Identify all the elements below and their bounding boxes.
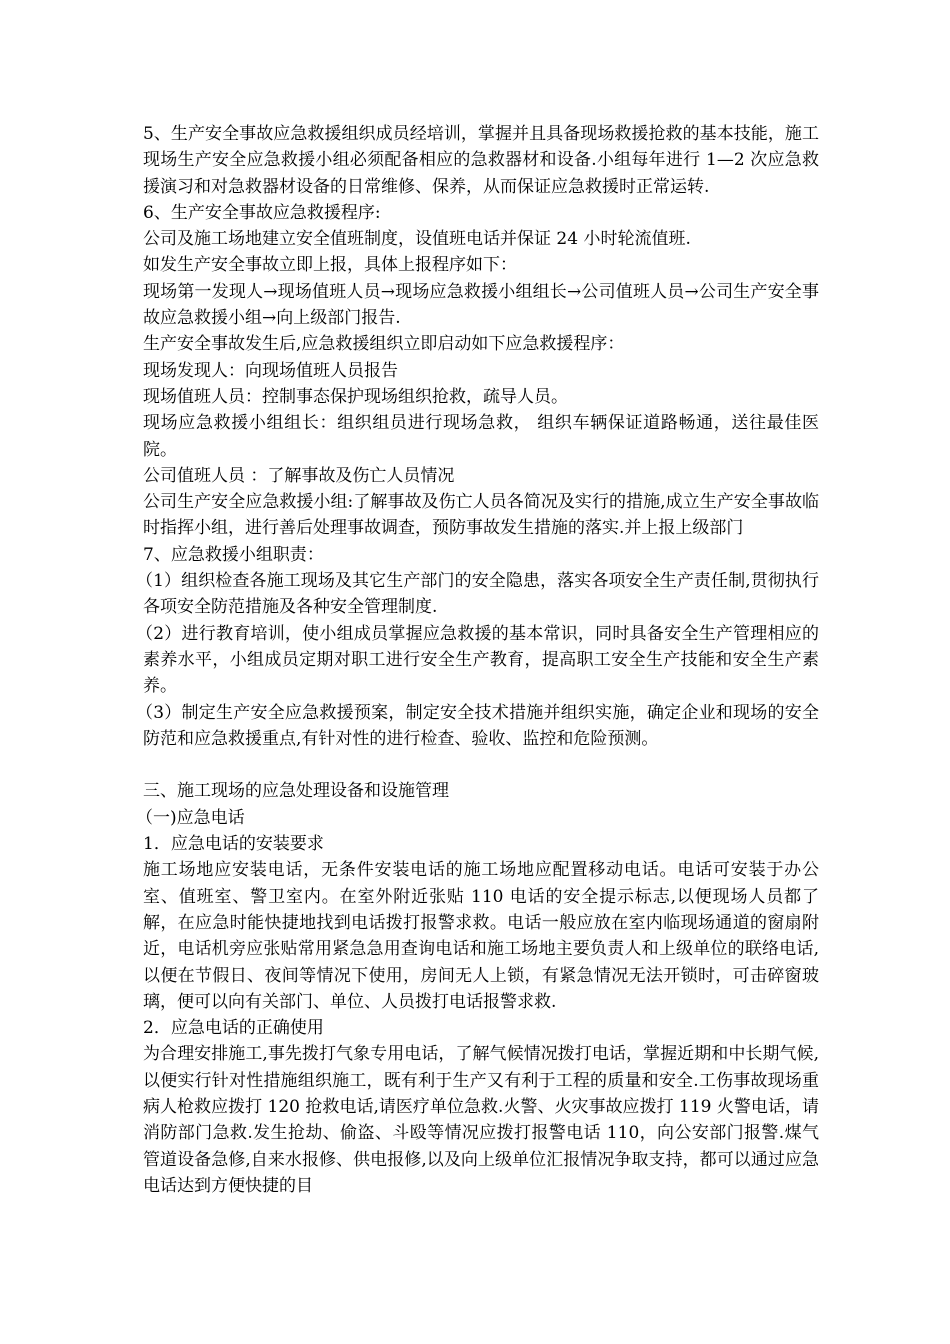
heading-phone-installation: 1．应急电话的安装要求 [143, 834, 324, 855]
document-page [136, 121, 819, 1199]
paragraph-duty-1: （1）组织检查各施工现场及其它生产部门的安全隐患，落实各项安全生产责任制,贯彻执行各项安全防范措施及各种安全管理制度. [136, 571, 819, 618]
paragraph-procedure-intro: 生产安全事故发生后,应急救援组织立即启动如下应急救援程序： [143, 334, 625, 355]
paragraph-item-5-training: 5、生产安全事故应急救援组织成员经培训，掌握并且具备现场救援抢救的基本技能，施工现场生产安全应急救援小组必须配备相应的急救器材和设备.小组每年进行 1—2 次应急救援演习和对急救器材设备的日常维修、保养，从而保证应急救援时正常运转. [143, 124, 819, 197]
blank-line [143, 752, 819, 778]
paragraph-report-intro: 如发生产安全事故立即上报，具体上报程序如下： [143, 255, 517, 276]
heading-team-duties: 7、应急救援小组职责： [143, 544, 324, 565]
paragraph-team-leader: 现场应急救援小组组长：组织组员进行现场急救， 组织车辆保证道路畅通，送往最佳医院。 [143, 413, 819, 460]
section-heading-equipment: 三、施工现场的应急处理设备和设施管理 [143, 781, 449, 802]
paragraph-phone-usage: 为合理安排施工,事先拨打气象专用电话，了解气候情况拨打电话，掌握近期和中长期气候,以便实行针对性措施组织施工，既有利于生产又有利于工程的质量和安全.工伤事故现场重病人枪救应拨打 120 抢救电话,请医疗单位急救.火警、火灾事故应拨打 119 火警电话，请消防部门急救.发生抢劫、偷盗、斗殴等情况应拨打报警电话 110，向公安部门报警.煤气管道设备急修,自来水报修、供电报修,以及向上级单位汇报情况争取支持，都可以通过应急电话达到方便快捷的目 [143, 1044, 819, 1196]
paragraph-company-duty-staff: 公司值班人员 ：了解事故及伤亡人员情况 [143, 465, 455, 486]
paragraph-site-duty-staff: 现场值班人员：控制事态保护现场组织抢救，疏导人员。 [143, 386, 568, 407]
subheading-emergency-phone: （一)应急电话 [136, 807, 245, 828]
paragraph-company-rescue-team: 公司生产安全应急救援小组:了解事故及伤亡人员各简况及实行的措施,成立生产安全事故临时指挥小组，进行善后处理事故调查，预防事故发生措施的落实.并上报上级部门 [143, 492, 819, 539]
paragraph-duty-system: 公司及施工场地建立安全值班制度，设值班电话并保证 24 小时轮流值班. [143, 229, 691, 250]
paragraph-duty-3: （3）制定生产安全应急救援预案，制定安全技术措施并组织实施，确定企业和现场的安全防范和应急救援重点,有针对性的进行检查、验收、监控和危险预测。 [136, 702, 819, 749]
paragraph-phone-installation: 施工场地应安装电话，无条件安装电话的施工场地应配置移动电话。电话可安装于办公室、值班室、警卫室内。在室外附近张贴 110 电话的安全提示标志,以便现场人员都了解，在应急时能快捷地找到电话拨打报警求救。电话一般应放在室内临现场通道的窗扇附近，电话机旁应张贴常用紧急急用查询电话和施工场地主要负责人和上级单位的联络电话,以便在节假日、夜间等情况下使用，房间无人上锁，有紧急情况无法开锁时，可击碎窗玻璃，便可以向有关部门、单位、人员拨打电话报警求救. [143, 860, 819, 1012]
paragraph-duty-2: （2）进行教育培训，使小组成员掌握应急救援的基本常识，同时具备安全生产管理相应的素养水平，小组成员定期对职工进行安全生产教育，提高职工安全生产技能和安全生产素养。 [136, 623, 819, 697]
paragraph-report-chain: 现场第一发现人→现场值班人员→现场应急救援小组组长→公司值班人员→公司生产安全事故应急救援小组→向上级部门报告. [143, 281, 819, 329]
paragraph-discoverer: 现场发现人：向现场值班人员报告 [143, 360, 398, 381]
heading-phone-usage: 2．应急电话的正确使用 [143, 1018, 324, 1039]
heading-rescue-procedure: 6、生产安全事故应急救援程序: [143, 202, 381, 223]
